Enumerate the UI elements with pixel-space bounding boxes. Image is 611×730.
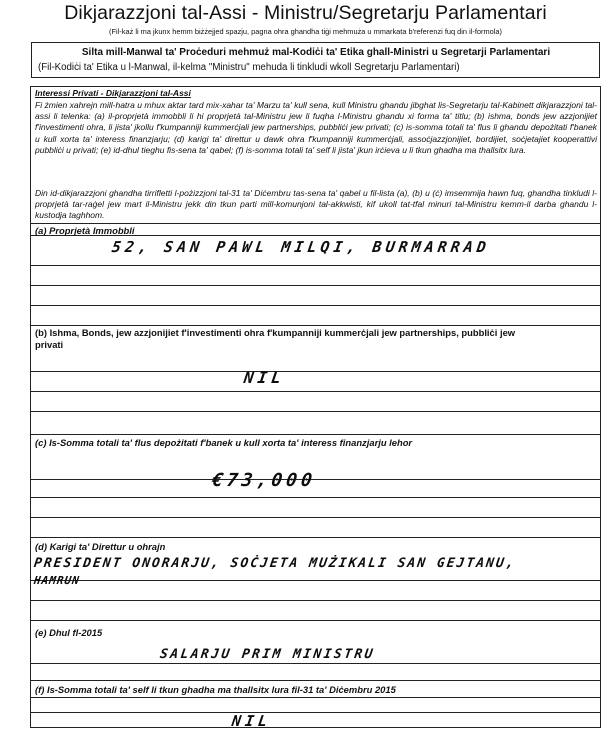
rule	[30, 285, 600, 286]
rule	[30, 265, 600, 266]
rule	[30, 391, 600, 392]
section-a-answer: 52, SAN PAWL MILQI, BURMARRAD	[110, 238, 492, 256]
section-c-title: (c) Is-Somma totali ta' flus depożitati f'banek u kull xorta ta' interess finanzjarju lehor	[35, 437, 413, 448]
section-d-title: (d) Karigi ta' Direttur u ohrajn	[35, 541, 166, 552]
section-a-title: (a) Proprjetà Immobbli	[35, 225, 135, 236]
rule	[30, 434, 600, 435]
rule	[30, 620, 600, 621]
section-f-title: (f) Is-Somma totali ta' self li tkun ghadha ma thallsitx lura fil-31 ta' Diċembru 2015	[35, 684, 396, 695]
instructions-heading: Interessi Privati - Dikjarazzjoni tal-Assi	[35, 88, 191, 98]
notice-line-2: (Fil-Kodiċi ta' Etika u l-Manwal, il-kelma "Ministru" mehuda li tinkludi wkoll Segretarju Parlamentari)	[38, 62, 460, 73]
rule	[30, 712, 600, 713]
rule	[30, 537, 600, 538]
page-title: Dikjarazzjoni tal-Assi - Ministru/Segretarju Parlamentari	[64, 2, 547, 24]
instructions-paragraph-2: Din id-dikjarazzjoni ghandha tirrifletti l-pożizzjoni tal-31 ta' Diċembru tas-sena ta' qabel u fil-lista (a), (b) u (ċ) imsemmija hawn fuq, ghandha tinkludi l-proprjetà tar-raġel jew mart il-Ministru jekk din tkun parti mill-komunjoni tal-akkwisti, kif ukoll tat-tfal minuri tal-Ministru kemm-il darba ghandu l-kustodja taghhom.	[35, 188, 597, 221]
instructions-paragraph-1: Fi żmien xahrejn mill-hatra u mhux aktar tard mix-xahar ta' Marzu ta' kull sena, kull Ministru ghandu jibghat lis-Segretarju tal-Kabinett dikjarazzjoni tal-assi li telenka: (a) il-proprjetà immobbli li hi proprjetà tal-Ministru jew li fuqha l-Ministru ghandu xi forma ta' titlu; (b) ishma, bonds jew azzjonijiet f'investimenti ohra, li jista' jkollu f'kumpanniji kummerċjali jew partnerships, pubbliċi jew privati; (c) is-somma totali ta' flus li ghandu depożitati f'banek u kull xorta ta' interess finanzjarju; (d) karigi ta' direttur u dawk ohra f'kumpanniji kummerċjali, assoċjazzjonijiet, bordijiet, soċjetajiet kooperattivi pubbliċi u privati; (e) id-dhul tieghu fis-sena ta' qabel; (f) is-somma totali ta' self li jista' jkun irċieva u li tkun ghadha ma thallsitx lura.	[35, 100, 597, 155]
rule	[30, 697, 600, 698]
rule	[30, 600, 600, 601]
rule	[30, 497, 600, 498]
rule	[30, 680, 600, 681]
rule	[30, 223, 600, 224]
section-b-title-line-2: privati	[35, 339, 64, 350]
rule	[30, 663, 600, 664]
section-b-answer: NIL	[242, 368, 287, 387]
section-d-answer-line-1: PRESIDENT ONORARJU, SOĊJETA MUŻIKALI SAN GEJTANU,	[32, 556, 517, 571]
rule	[30, 580, 600, 581]
rule	[30, 517, 600, 518]
section-c-answer: €73,000	[210, 470, 318, 491]
section-e-title: (e) Dhul fl-2015	[35, 627, 103, 638]
section-d-answer-line-2: HAMRUN	[33, 574, 81, 587]
section-f-answer: NIL	[230, 712, 273, 730]
notice-line-1: Silta mill-Manwal ta' Proċeduri mehmuż mal-Kodiċi ta' Etika ghall-Ministri u Segretarji Parlamentari	[81, 47, 551, 58]
rule	[30, 411, 600, 412]
rule	[30, 305, 600, 306]
notice-box	[31, 42, 600, 78]
rule	[30, 371, 600, 372]
declaration-form	[30, 86, 601, 728]
rule	[30, 325, 600, 326]
page-subtitle: (Fil-każ li ma jkunx hemm biżżejjed spazju, pagna ohra ghandha tiġi mehmuża u mmarkata b'referenzi fuq din il-formola)	[109, 27, 502, 36]
section-b-title-line-1: (b) Ishma, Bonds, jew azzjonijiet f'investimenti ohra f'kumpanniji kummerċjali jew partnerships, pubbliċi jew	[35, 327, 516, 338]
section-e-answer: SALARJU PRIM MINISTRU	[158, 647, 376, 662]
